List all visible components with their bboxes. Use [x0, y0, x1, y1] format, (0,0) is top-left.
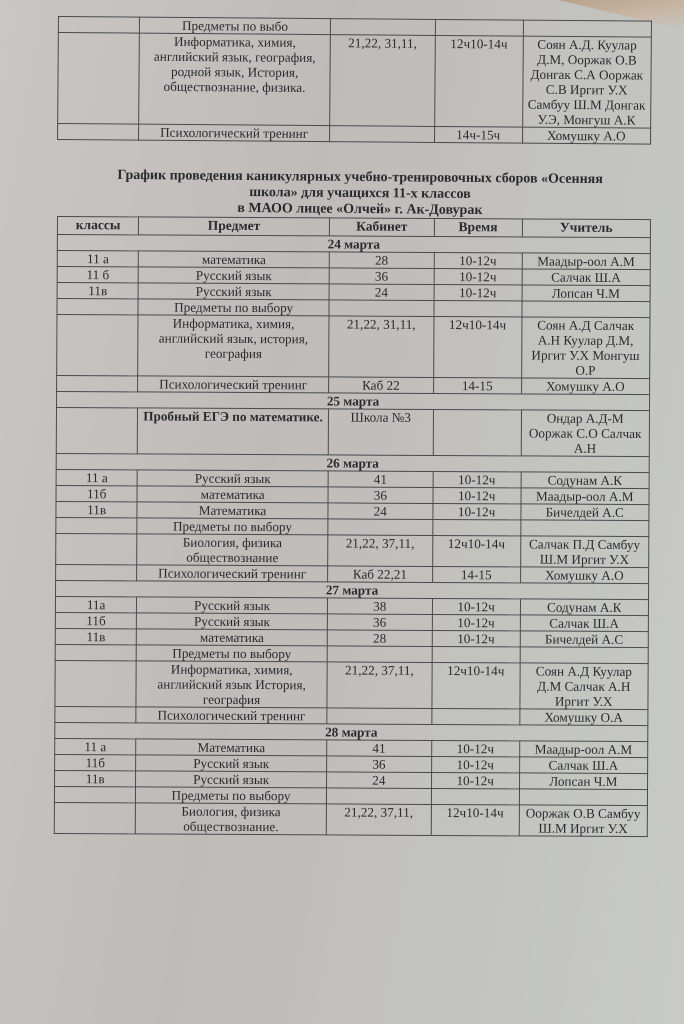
cell-teacher: Маадыр-оол А.М [521, 488, 650, 505]
cell-time: 14ч-15ч [434, 126, 522, 143]
cell-class: 11 а [55, 738, 136, 754]
date-label: 28 марта [55, 722, 648, 741]
table-row [57, 315, 650, 379]
cell-class [58, 17, 139, 34]
cell-room: Каб 22,21 [327, 566, 432, 583]
cell-room: 21,22, 37,11, [327, 662, 432, 709]
cell-subject: Информатика, химия, английский язык, история, география [138, 315, 329, 377]
cell-time [432, 646, 520, 662]
cell-time: 14-15 [432, 566, 520, 582]
cell-subject: Психологический тренинг [138, 376, 329, 393]
cell-class: 11б [55, 754, 136, 770]
cell-teacher: Хомушку А.О [520, 567, 649, 584]
cell-class [56, 517, 137, 533]
cell-subject: Математика [137, 502, 328, 519]
cell-room: 28 [329, 252, 434, 269]
cell-time: 10-12ч [433, 487, 521, 503]
cell-subject: Информатика, химия, английский язык, география, родной язык, История, обществознание, физика. [139, 33, 330, 125]
cell-room: 28 [327, 630, 432, 647]
cell-room: 24 [329, 284, 434, 301]
cell-time [432, 708, 520, 724]
cell-teacher: Бичелдей А.С [520, 631, 649, 648]
cell-class: 11в [55, 628, 136, 644]
cell-teacher: Ондар А.Д-М Ооржак С.О Салчак А.Н [521, 410, 650, 457]
cell-class: 11б [56, 485, 137, 501]
cell-room [329, 300, 434, 317]
cell-time: 10-12ч [434, 284, 522, 300]
header-teacher: Учитель [522, 219, 651, 238]
cell-teacher [520, 647, 649, 664]
cell-teacher: Бичелдей А.С [520, 504, 649, 521]
table-row [55, 660, 648, 709]
cell-teacher: Содунам А.К [520, 599, 649, 616]
cell-class: 11в [56, 501, 137, 517]
cell-time [433, 409, 521, 455]
cell-room: Каб 22 [328, 377, 433, 394]
cell-subject: Биология, физика обществознание. [136, 803, 327, 835]
cell-time: 12ч10-14ч [434, 35, 522, 127]
cell-room [327, 708, 432, 725]
cell-time: 12ч10-14ч [432, 535, 520, 566]
cell-teacher: Хомушку О.А [519, 709, 648, 726]
cell-subject: математика [139, 251, 330, 268]
cell-subject: Пробный ЕГЭ по математике. [138, 408, 329, 455]
cell-class: 11б [55, 612, 136, 628]
cell-time: 10-12ч [434, 252, 522, 268]
cell-time: 10-12ч [432, 598, 520, 614]
cell-time: 10-12ч [432, 630, 520, 646]
table-row [56, 533, 649, 567]
cell-room: Школа №3 [328, 409, 433, 456]
date-label: 24 марта [57, 235, 650, 254]
cell-subject: Русский язык [136, 755, 327, 772]
cell-subject: Предметы по выбору [138, 299, 329, 316]
cell-class [58, 33, 140, 125]
title-line-3: в МАОО лицее «Олчей» г. Ак-Довурак [237, 200, 483, 219]
cell-teacher: Содунам А.К [521, 472, 650, 489]
cell-class [58, 124, 139, 141]
cell-time: 12ч10-14ч [433, 316, 521, 377]
cell-subject: Психологический тренинг [139, 124, 330, 141]
cell-time: 10-12ч [432, 614, 520, 630]
cell-class: 11 а [56, 469, 137, 485]
table-row [56, 408, 649, 457]
cell-room: 21,22, 37,11, [326, 804, 431, 836]
cell-room: 41 [327, 740, 432, 757]
cell-room: 24 [326, 772, 431, 789]
cell-teacher [519, 789, 648, 806]
cell-class: 11 а [57, 251, 138, 267]
cell-class [55, 644, 136, 660]
cell-teacher: Лопсан Ч.М [522, 285, 651, 302]
cell-teacher [520, 520, 649, 537]
cell-subject: Предметы по выбору [137, 645, 328, 662]
header-time: Время [434, 218, 522, 236]
cell-room: 36 [329, 268, 434, 285]
table-row [58, 33, 652, 129]
cell-subject: математика [137, 486, 328, 503]
cell-teacher: Хомушку А.О [522, 127, 651, 144]
cell-time: 14-15 [433, 377, 521, 393]
table-row [54, 802, 647, 836]
cell-subject: Предметы по выбору [137, 518, 328, 535]
cell-subject: Математика [136, 739, 327, 756]
cell-class [56, 533, 138, 564]
date-label: 27 марта [56, 580, 649, 599]
cell-subject: Психологический тренинг [137, 565, 328, 582]
header-subject: Предмет [139, 217, 330, 236]
cell-class: 11 б [57, 267, 138, 283]
cell-subject: математика [137, 629, 328, 646]
cell-room: 21,22, 31,11, [329, 316, 434, 378]
cell-time [431, 788, 519, 804]
cell-room: 21,22, 37,11, [328, 535, 433, 567]
cell-teacher: Маадыр-оол А.М [519, 741, 648, 758]
title-line-1: График проведения каникулярных учебно-тренировочных сборов «Осенняя [117, 167, 603, 188]
cell-room [327, 646, 432, 663]
cell-teacher: Салчак Ш.А [519, 757, 648, 774]
cell-time [433, 519, 521, 535]
cell-time: 10-12ч [433, 471, 521, 487]
cell-time [435, 19, 523, 36]
cell-teacher: Салчак П.Д Самбуу Ш.М Иргит У.Х [520, 536, 649, 568]
date-label: 25 марта [56, 392, 649, 411]
document-title [60, 167, 660, 220]
cell-subject: Русский язык [136, 771, 327, 788]
cell-time: 12ч10-14ч [431, 804, 519, 835]
cell-teacher: Салчак Ш.А [520, 615, 649, 632]
cell-subject: Психологический тренинг [136, 707, 327, 724]
cell-time: 12ч10-14ч [432, 662, 520, 708]
cell-room: 36 [327, 614, 432, 631]
cell-teacher: Соян А.Д Салчак А.Н Куулар Д.М, Иргит У.Х Монгуш О.Р [521, 317, 650, 379]
cell-subject: Предметы по выбору [136, 787, 327, 804]
cell-time [434, 300, 522, 316]
cell-teacher: Соян А.Д Куулар Д.М Салчак А.Н Иргит У.Х [519, 663, 648, 710]
cell-teacher [521, 301, 650, 318]
cell-subject: Биология, физика обществознание [137, 534, 328, 566]
cell-room [330, 19, 435, 36]
cell-time: 10-12ч [431, 756, 519, 772]
cell-time: 10-12ч [431, 772, 519, 788]
cell-subject: Русский язык [137, 470, 328, 487]
cell-class [56, 408, 138, 454]
cell-teacher: Маадыр-оол А.М [522, 253, 651, 270]
cell-teacher: Лопсан Ч.М [519, 773, 648, 790]
cell-subject: Русский язык [137, 613, 328, 630]
cell-class [57, 315, 139, 376]
cell-class [55, 660, 137, 706]
cell-room: 24 [328, 503, 433, 520]
cell-class [57, 376, 138, 392]
cell-time: 10-12ч [434, 268, 522, 284]
cell-room [328, 519, 433, 536]
cell-teacher: Ооржак О.В Самбуу Ш.М Иргит У.Х [519, 805, 648, 837]
cell-teacher: Соян А.Д. Куулар Д.М, Ооржак О.В Донгак С.А Ооржак С.В Иргит У.Х Самбуу Ш.М Донгак У.Э, Монгуш А.К [522, 36, 651, 128]
cell-room: 21,22, 31,11, [330, 35, 436, 127]
cell-room: 36 [326, 756, 431, 773]
cell-class [54, 786, 135, 802]
cell-room: 36 [328, 487, 433, 504]
cell-class [54, 802, 136, 833]
cell-class [55, 706, 136, 722]
cell-time: 10-12ч [431, 740, 519, 756]
header-classes: классы [57, 217, 138, 235]
cell-class: 11в [57, 283, 138, 299]
cell-class: 11в [55, 770, 136, 786]
cell-subject: Русский язык [137, 597, 328, 614]
header-room: Кабинет [329, 218, 434, 237]
date-label: 26 марта [56, 453, 649, 472]
cell-room: 38 [327, 598, 432, 615]
cell-room [326, 788, 431, 805]
cell-room: 41 [328, 471, 433, 488]
schedule-table [54, 216, 651, 837]
cell-subject: Предметы по выбо [140, 17, 331, 34]
cell-teacher: Салчак Ш.А [522, 269, 651, 286]
cell-class: 11а [55, 596, 136, 612]
cell-time: 10-12ч [433, 503, 521, 519]
cell-subject: Русский язык [138, 283, 329, 300]
cell-subject: Русский язык [138, 267, 329, 284]
cell-subject: Информатика, химия, английский язык История, география [136, 661, 327, 708]
cell-class [56, 564, 137, 580]
title-line-2: школа» для учащихся 11-х классов [249, 185, 471, 202]
cell-teacher: Хомушку А.О [521, 378, 650, 395]
cell-class [57, 299, 138, 315]
previous-schedule-table [57, 16, 652, 145]
cell-room [329, 126, 434, 143]
cell-teacher [523, 20, 652, 37]
